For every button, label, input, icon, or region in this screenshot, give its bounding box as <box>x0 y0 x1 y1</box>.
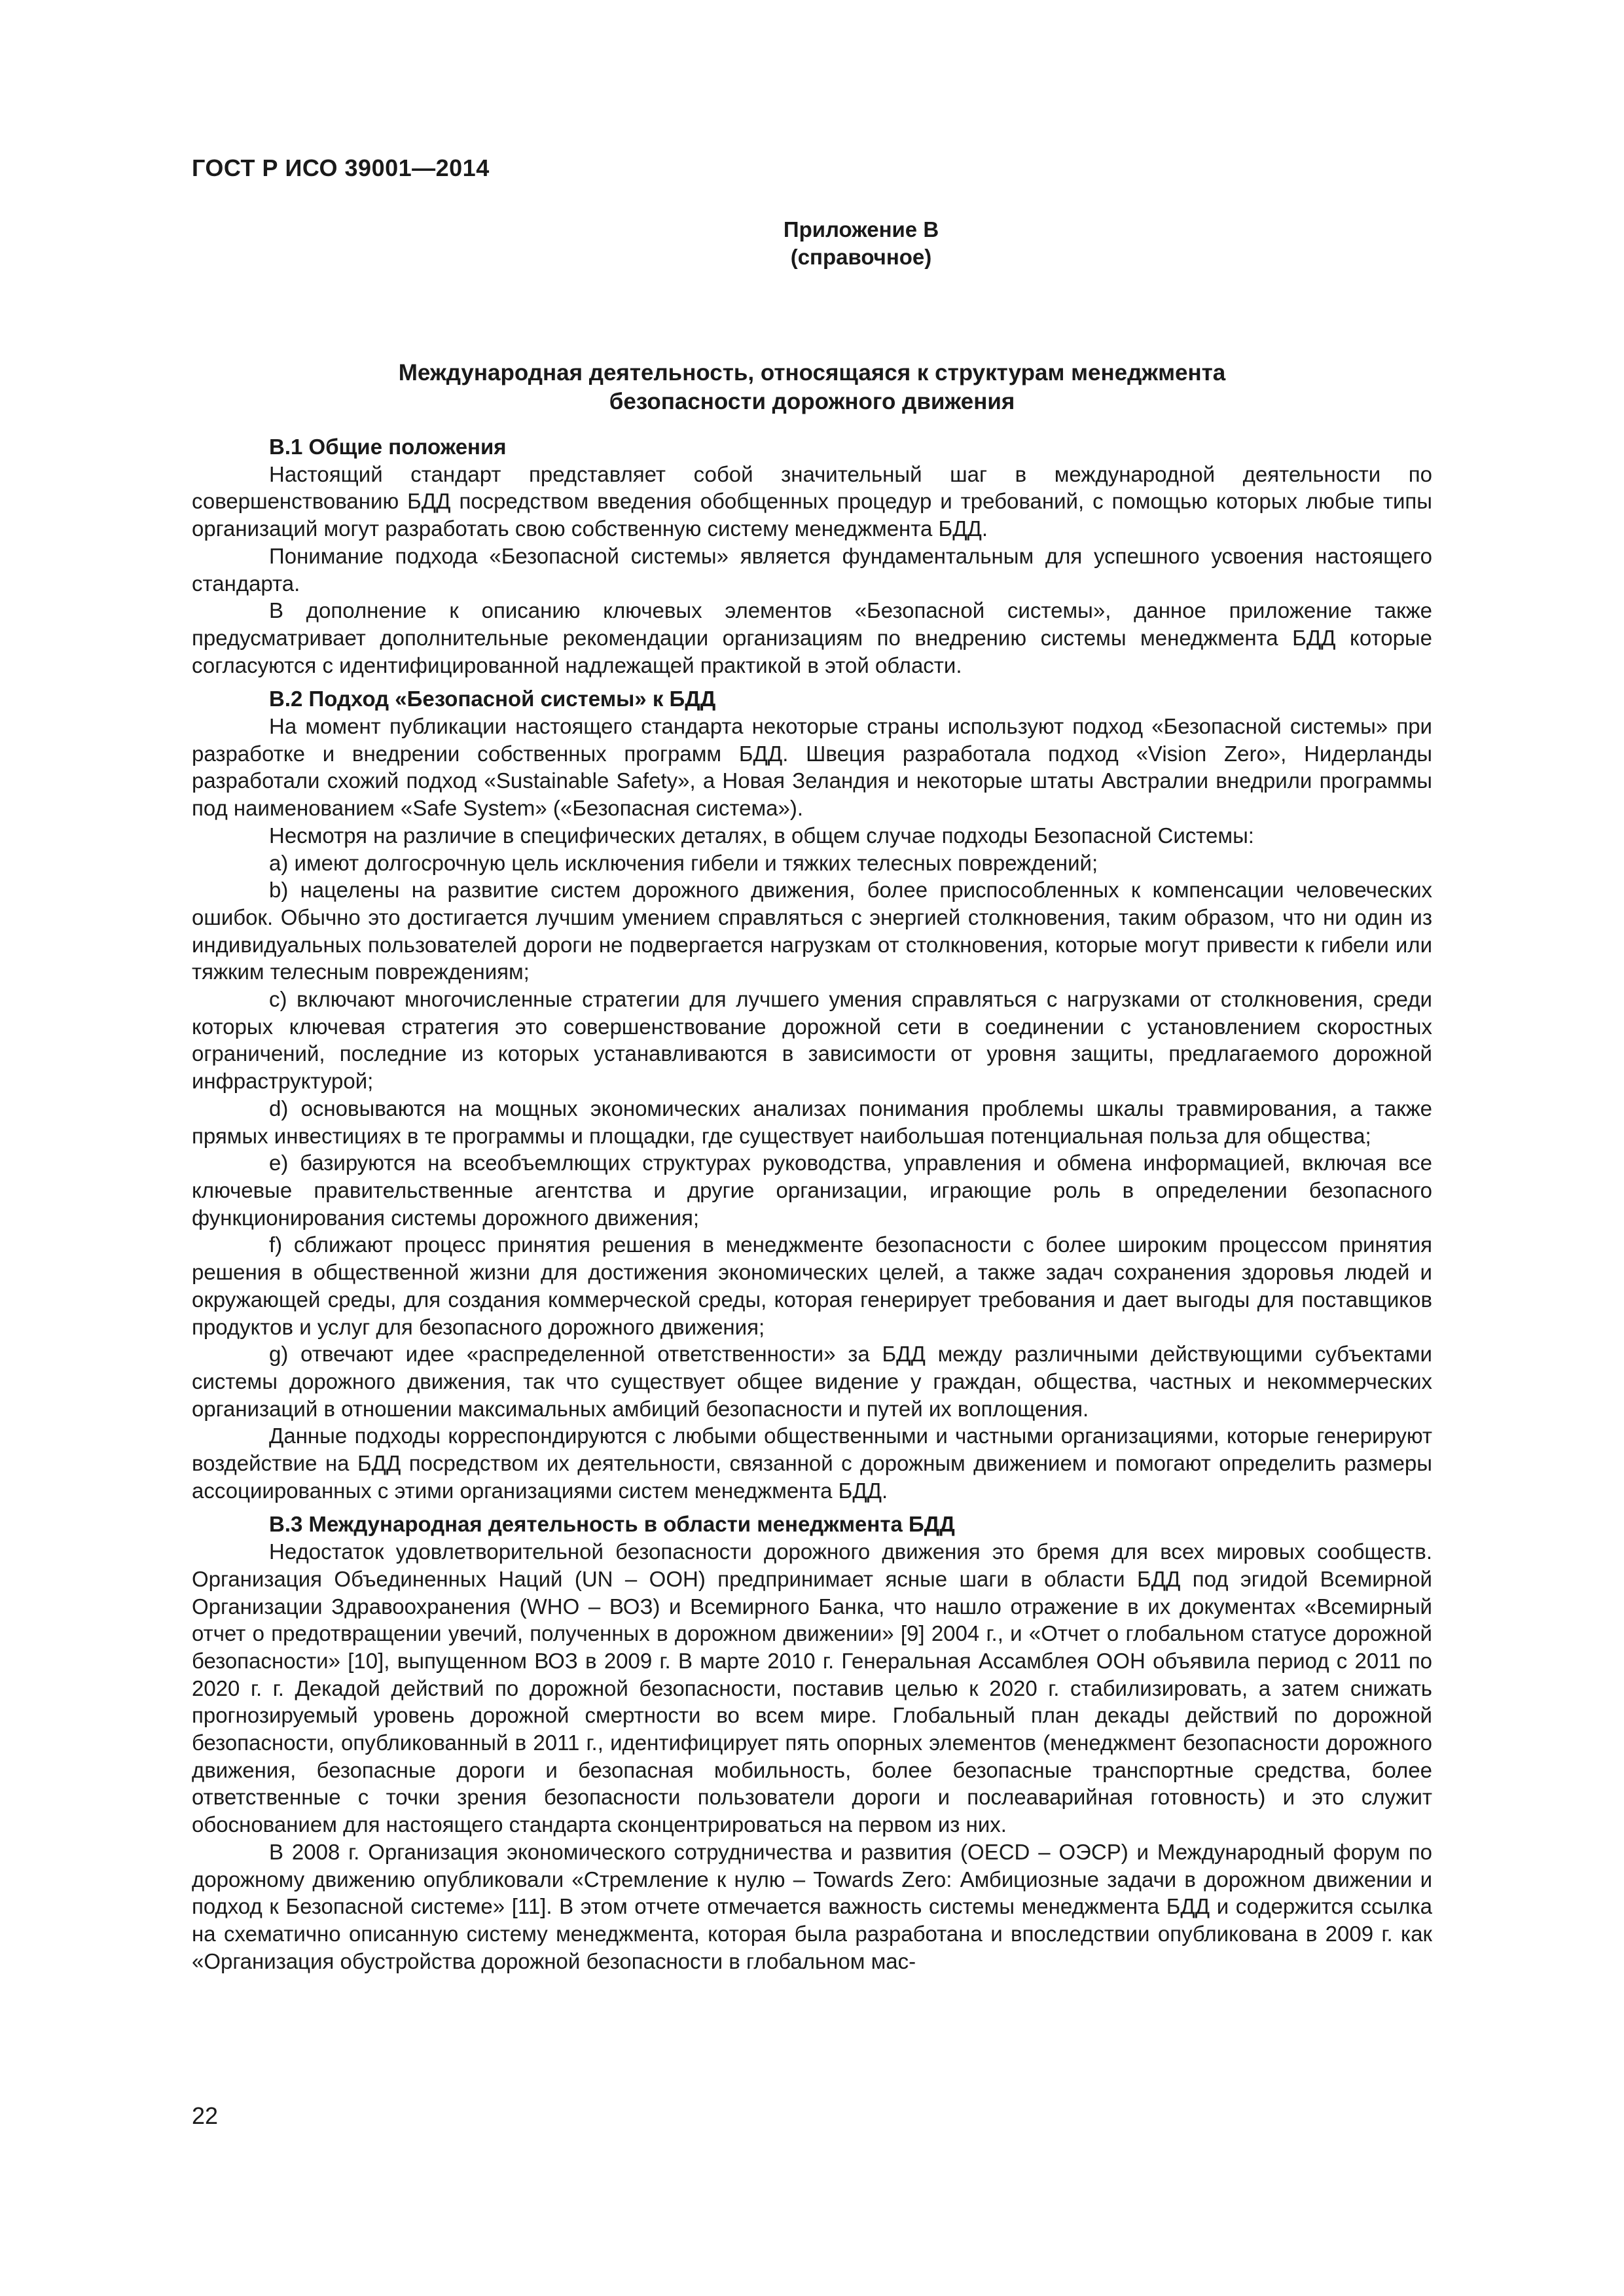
paragraph: Понимание подхода «Безопасной системы» является фундаментальным для успешного усвоения настоящего стандарта. <box>192 543 1432 596</box>
document-body <box>192 433 1432 1975</box>
list-item-c: c) включают многочисленные стратегии для лучшего умения справляться с нагрузками от столкновения, среди которых ключевая стратегия это совершенствование дорожной сети в соединении с установлением скоростных ограничений, последние из которых устанавливаются в зависимости от уровня защиты, предлагаемого дорожной инфраструктурой; <box>192 987 1432 1094</box>
list-item-a: а) имеют долгосрочную цель исключения гибели и тяжких телесных повреждений; <box>269 850 1098 875</box>
paragraph: В дополнение к описанию ключевых элементов «Безопасной системы», данное приложение также предусматривает дополнительные рекомендации организациям по внедрению системы менеджмента БДД которые согласуются с идентифицированной надлежащей практикой в этой области. <box>192 598 1432 677</box>
appendix-type: (справочное) <box>790 245 932 269</box>
paragraph: В 2008 г. Организация экономического сотрудничества и развития (OECD – ОЭСР) и Международный форум по дорожному движению опубликовали «Стремление к нулю – Towards Zero: Амбициозные задачи в дорожном движении и подход к Безопасной системе» [11]. В этом отчете отмечается важность системы менеджмента БДД и содержится ссылка на схематично описанную систему менеджмента, которая была разработана и впоследствии опубликована в 2009 г. как «Организация обустройства дорожной безопасности в глобальном мас- <box>192 1839 1432 1973</box>
title-line-1: Международная деятельность, относящаяся к структурам менеджмента <box>398 360 1226 386</box>
section-heading-b3: В.3 Международная деятельность в области менеджмента БДД <box>269 1512 955 1537</box>
section-heading-b1: В.1 Общие положения <box>269 435 507 459</box>
paragraph: Недостаток удовлетворительной безопасности дорожного движения это бремя для всех мировых сообществ. Организация Объединенных Наций (UN – ООН) предпринимает ясные шаги в области БДД под эгидой Всемирной Организации Здравоохранения (WHO – ВОЗ) и Всемирного Банка, что нашло отражение в их документах «Всемирный отчет о предотвращении увечий, полученных в дорожном движении» [9] 2004 г., и «Отчет о глобальном статусе дорожной безопасности» [10], выпущенном ВОЗ в 2009 г. В марте 2010 г. Генеральная Ассамблея ООН объявила период с 2011 по 2020 г. г. Декадой действий по дорожной безопасности, поставив целью к 2020 г. стабилизировать, а затем снижать прогнозируемый уровень дорожной смертности во всем мире. Глобальный план декады действий по дорожной безопасности, опубликованный в 2011 г., идентифицирует пять опорных элементов (менеджмент безопасности дорожного движения, безопасные дороги и безопасная мобильность, более безопасные транспортные средства, более ответственные с точки зрения безопасности пользователи дороги и послеаварийная готовность) и это служит обоснованием для настоящего стандарта сконцентрироваться на первом из них. <box>192 1539 1432 1837</box>
list-item-g: g) отвечают идее «распределенной ответственности» за БДД между различными действующими субъектами системы дорожного движения, так что существует общее видение у граждан, общества, частных и некоммерческих организаций в отношении максимальных амбиций безопасности и путей их воплощения. <box>192 1342 1432 1421</box>
section-heading-b2: В.2 Подход «Безопасной системы» к БДД <box>269 687 716 711</box>
page-number: 22 <box>192 2102 219 2129</box>
paragraph: Данные подходы корреспондируются с любыми общественными и частными организациями, которые генерируют воздействие на БДД посредством их деятельности, связанной с дорожным движением и помогают определить размеры ассоциированных с этими организациями систем менеджмента БДД. <box>192 1424 1432 1503</box>
paragraph: Несмотря на различие в специфических деталях, в общем случае подходы Безопасной Системы: <box>269 823 1254 848</box>
paragraph: Настоящий стандарт представляет собой значительный шаг в международной деятельности по совершенствованию БДД посредством введения обобщенных процедур и требований, с помощью которых любые типы организаций могут разработать свою собственную систему менеджмента БДД. <box>192 461 1432 541</box>
standard-code: ГОСТ Р ИСО 39001—2014 <box>192 154 490 181</box>
title-line-2: безопасности дорожного движения <box>609 389 1015 414</box>
appendix-label: Приложение В <box>783 217 939 242</box>
appendix-heading <box>0 216 1624 271</box>
list-item-f: f) сближают процесс принятия решения в менеджменте безопасности с более широким процессом принятия решения в общественной жизни для достижения экономических целей, а также задач сохранения здоровья людей и окружающей среды, для создания коммерческой среды, которая генерирует требования и дает выгоды для поставщиков продуктов и услуг для безопасного дорожного движения; <box>192 1232 1432 1339</box>
list-item-e: e) базируются на всеобъемлющих структурах руководства, управления и обмена информацией, включая все ключевые правительственные агентства и другие организации, играющие роль в определении безопасного функционирования системы дорожного движения; <box>192 1151 1432 1230</box>
list-item-d: d) основываются на мощных экономических анализах понимания проблемы шкалы травмирования, а также прямых инвестициях в те программы и площадки, где существует наибольшая потенциальная польза для общества; <box>192 1096 1432 1148</box>
document-title <box>192 359 1432 416</box>
paragraph: На момент публикации настоящего стандарта некоторые страны используют подход «Безопасной системы» при разработке и внедрении собственных программ БДД. Швеция разработала подход «Vision Zero», Нидерланды разработали схожий подход «Sustainable Safety», а Новая Зеландия и некоторые штаты Австралии внедрили программы под наименованием «Safe System» («Безопасная система»). <box>192 714 1432 821</box>
list-item-b: b) нацелены на развитие систем дорожного движения, более приспособленных к компенсации человеческих ошибок. Обычно это достигается лучшим умением справляться с энергией столкновения, таким образом, что ни один из индивидуальных пользователей дороги не подвергается нагрузкам от столкновения, которые могут привести к гибели или тяжким телесным повреждениям; <box>192 878 1432 984</box>
